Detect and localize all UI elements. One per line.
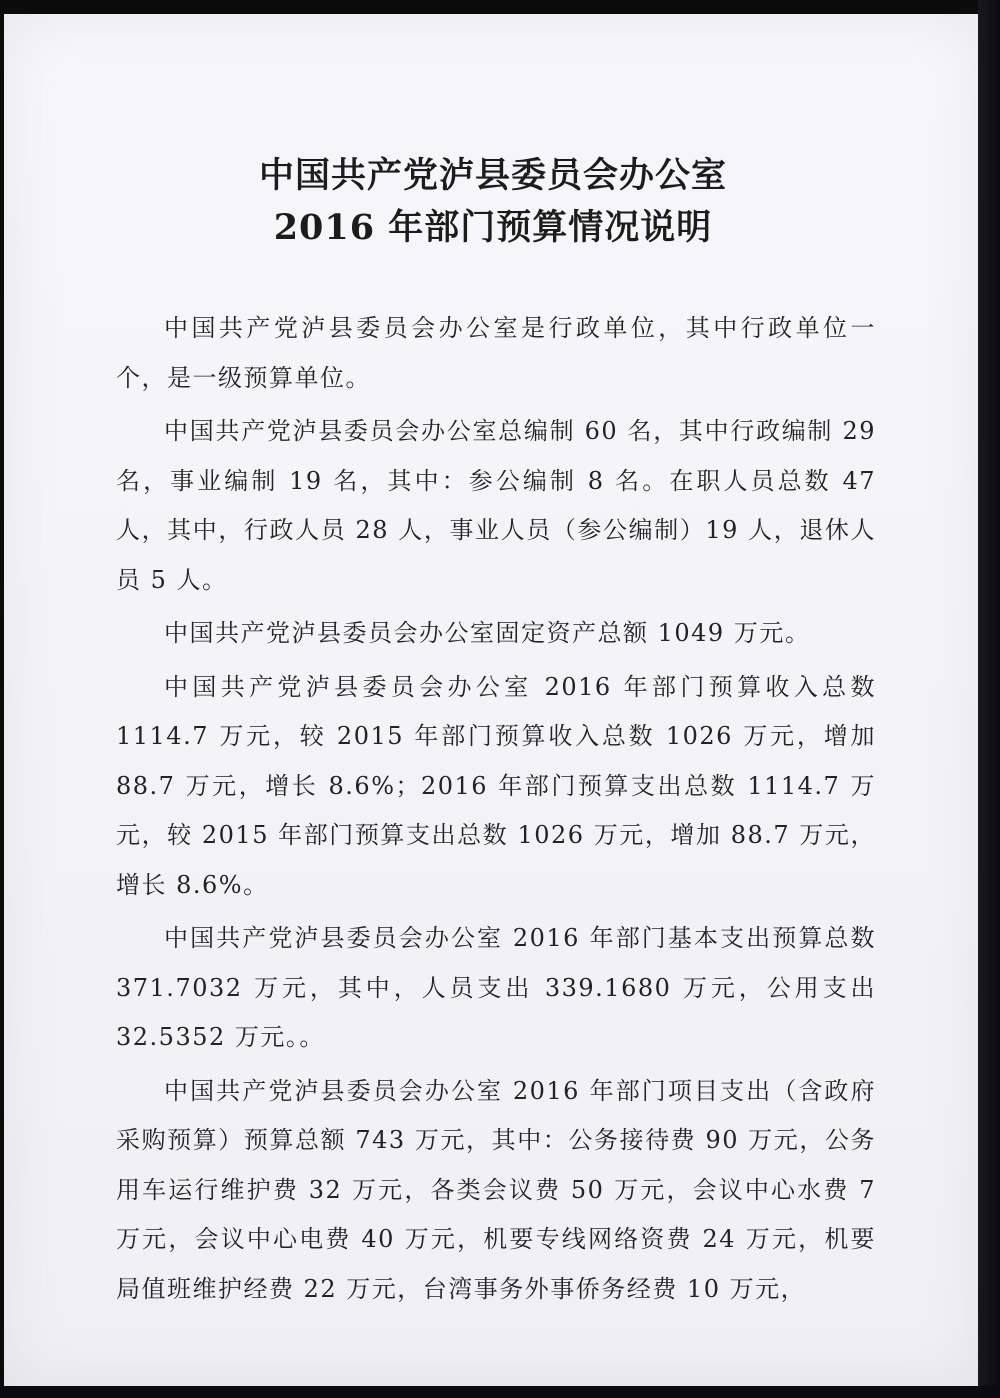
paper-sheet [4,14,982,1386]
document-body [116,304,876,1314]
paragraph-project-expenditure: 中国共产党泸县委员会办公室 2016 年部门项目支出（含政府采购预算）预算总额 743 万元，其中：公务接待费 90 万元，公务用车运行维护费 32 万元，各类会议费 50 万元，会议中心水费 7 万元，会议中心电费 40 万元，机要专线网络资费 24 万元，机要局值班维护经费 22 万元，台湾事务外事侨务经费 10 万元， [116,1076,876,1303]
paragraph-fixed-assets: 中国共产党泸县委员会办公室固定资产总额 1049 万元。 [164,619,811,647]
paragraph-unit-type: 中国共产党泸县委员会办公室是行政单位，其中行政单位一个，是一级预算单位。 [116,314,876,392]
paragraph-budget-income: 中国共产党泸县委员会办公室 2016 年部门预算收入总数 1114.7 万元，较 2015 年部门预算收入总数 1026 万元，增加 88.7 万元，增长 8.6%；2016 年部门预算支出总数 1114.7 万元，较 2015 年部门预算支出总数 1026 万元，增加 88.7 万元，增长 8.6%。 [116,672,876,899]
paragraph-staffing: 中国共产党泸县委员会办公室总编制 60 名，其中行政编制 29 名，事业编制 19 名，其中：参公编制 8 名。在职人员总数 47 人，其中，行政人员 28 人，事业人员（参公编制）19 人，退休人员 5 人。 [116,417,876,594]
document-title-line-2: 2016 年部门预算情况说明 [273,207,713,248]
background-edge-right [978,0,1000,1398]
paragraph-basic-expenditure: 中国共产党泸县委员会办公室 2016 年部门基本支出预算总数 371.7032 万元，其中，人员支出 339.1680 万元，公用支出 32.5352 万元。。 [116,924,876,1051]
background-edge-bottom [0,1386,1000,1398]
document-title-line-1: 中国共产党泸县委员会办公室 [258,155,727,196]
